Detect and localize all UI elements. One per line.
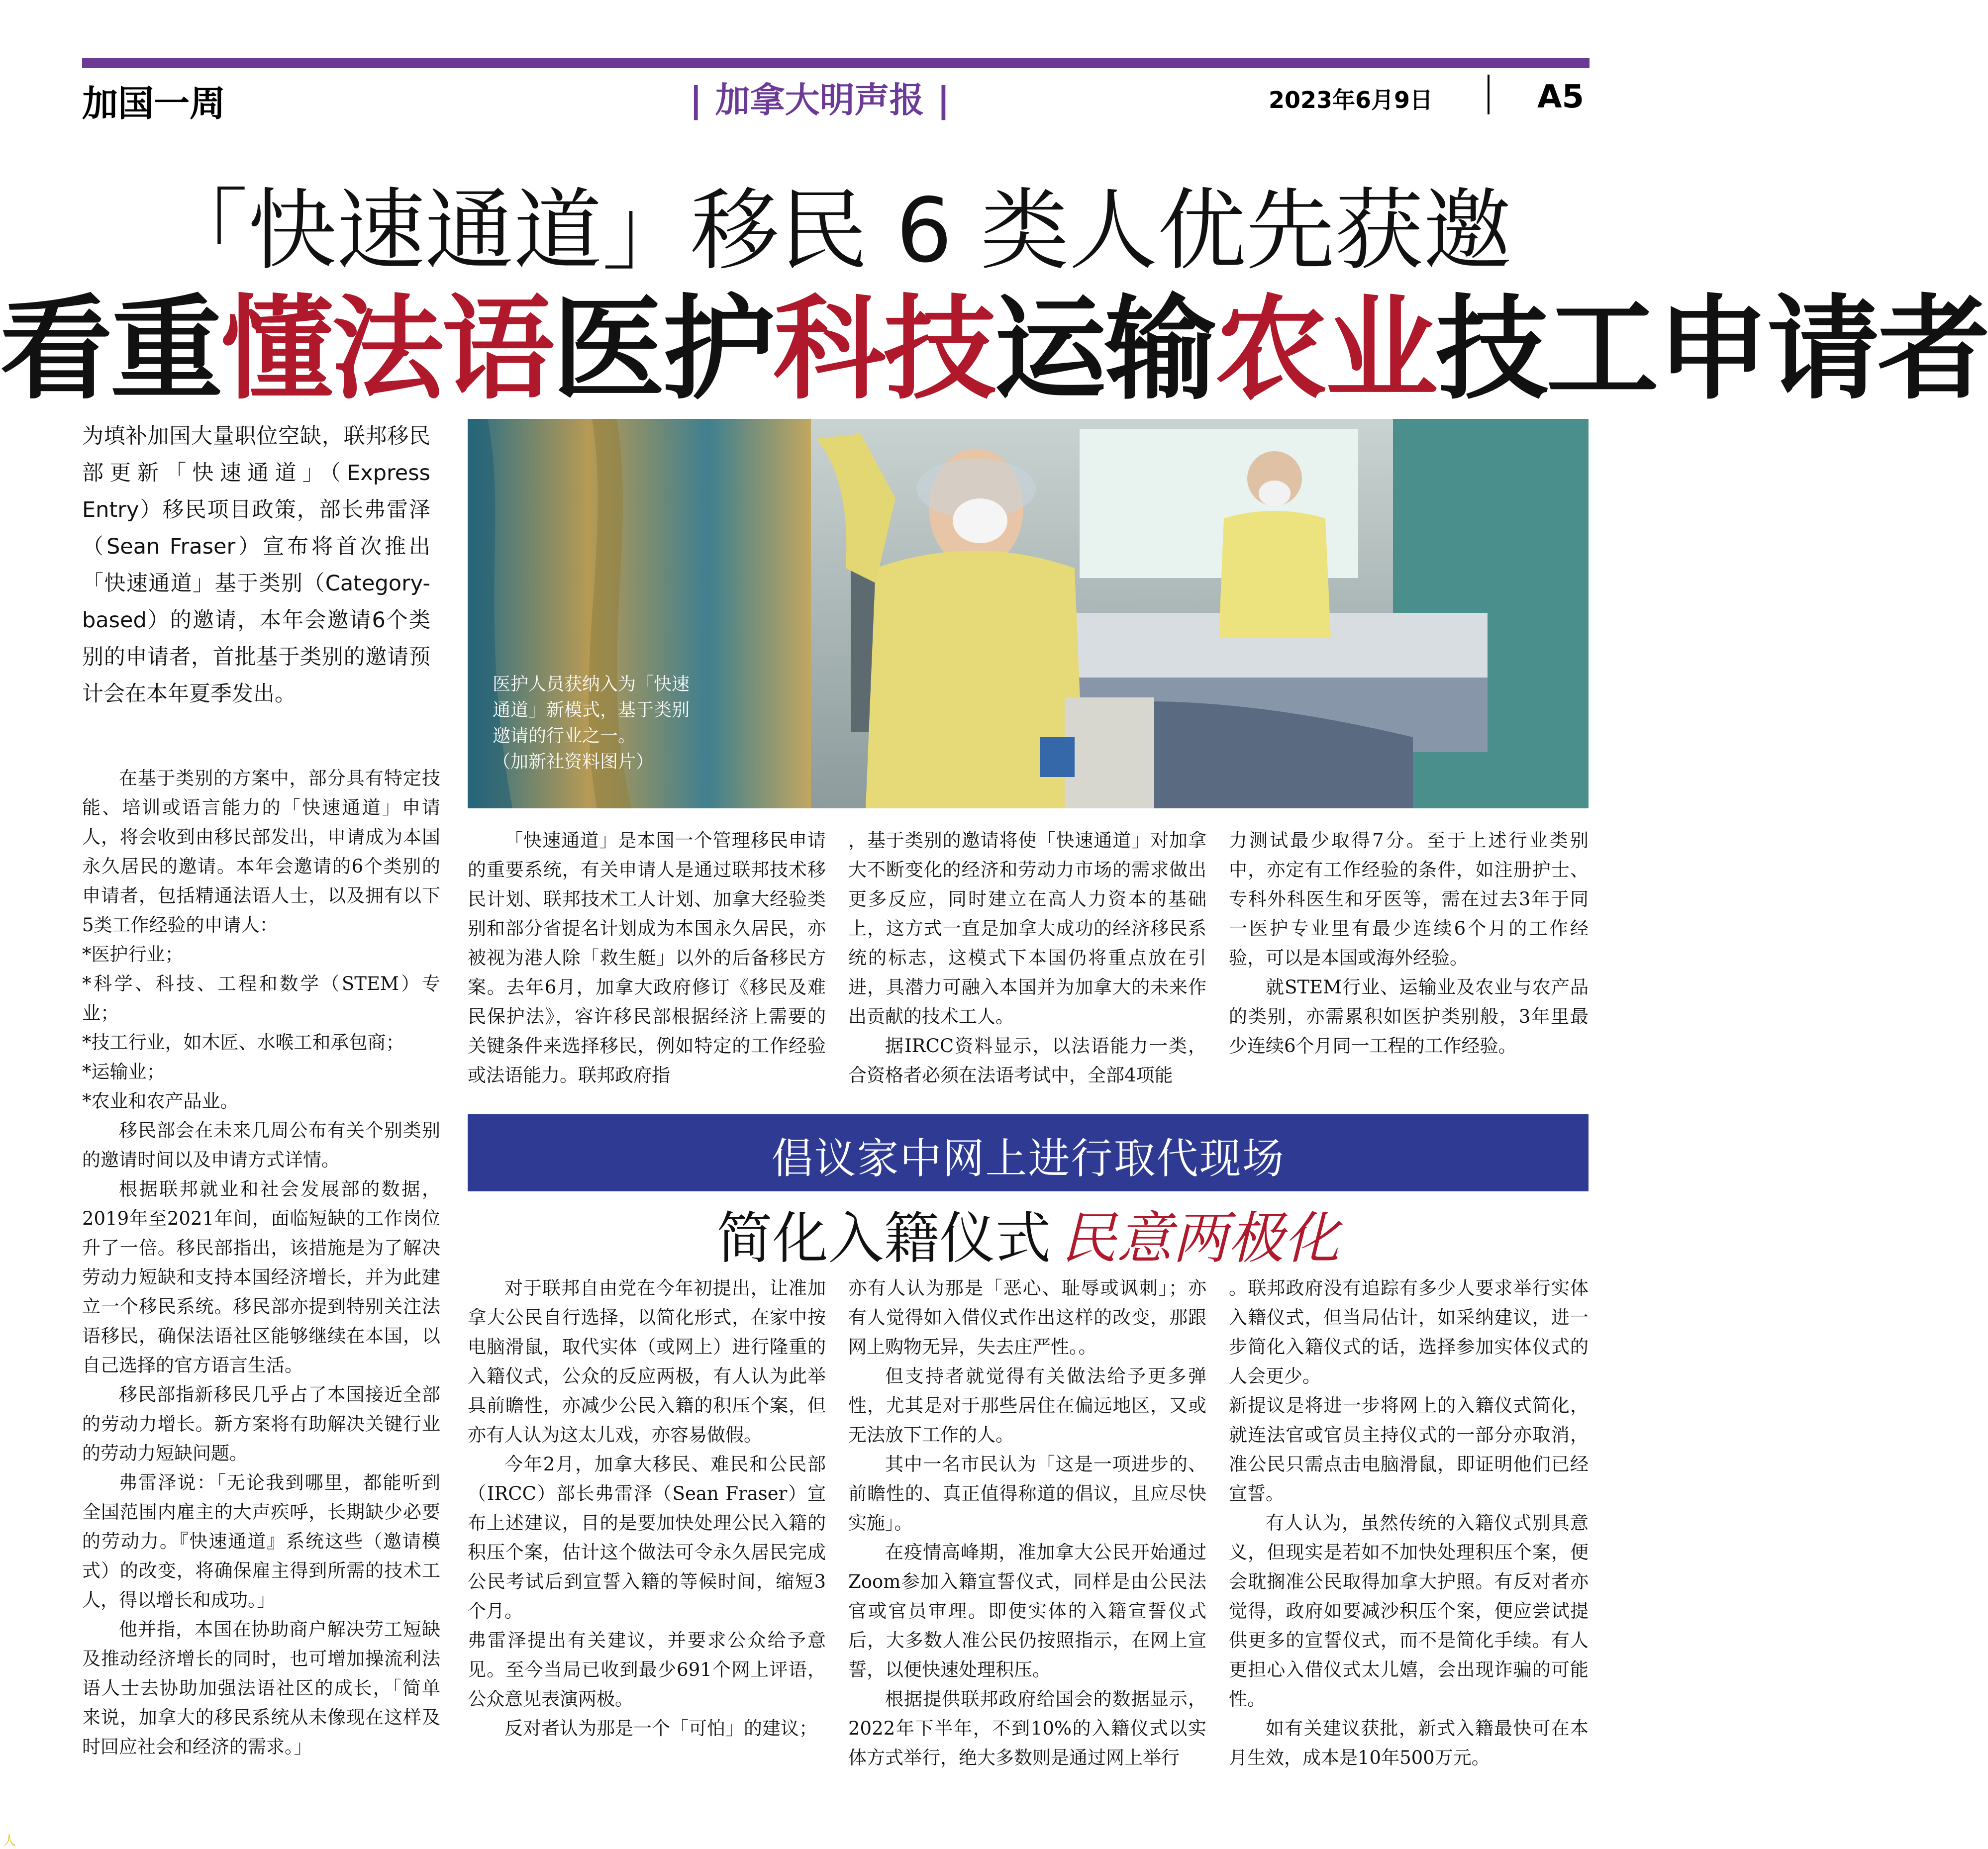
caption-line: （加新社资料图片） [493,752,654,772]
header-rule [82,58,1590,68]
list-item: *科学、科技、工程和数学（STEM）专业； [82,973,440,1024]
caption-line: 通道」新模式，基于类别 [493,700,690,720]
paragraph: 移民部指新移民几乎占了本国接近全部的劳动力增长。新方案将有助解决关键行业的劳动力短缺问题。 [82,1384,440,1464]
paragraph: 反对者认为那是一个「可怕」的建议； [504,1718,817,1739]
paragraph: 对于联邦自由党在今年初提出，让准加拿大公民自行选择，以简化形式，在家中按电脑滑鼠，取代实体（或网上）进行隆重的入籍仪式，公众的反应两极，有人认为此举具前瞻性，亦减少公民入籍的积压个案，但亦有人认为这太儿戏，亦容易做假。 [468,1277,826,1446]
headline2-part-red: 懂法语 [221,284,553,415]
paragraph: 在疫情高峰期，准加拿大公民开始通过Zoom参加入籍宣誓仪式，同样是由公民法官或官员审理。即使实体的入籍宣誓仪式后，大多数人准公民仍按照指示，在网上宣誓，以便快速处理积压。 [848,1542,1206,1680]
article1-column-3 [848,826,1206,1090]
section-name: 加国一周 [82,82,226,124]
banner-text: 倡议家中网上进行取代现场 [771,1134,1285,1183]
list-item: *运输业； [82,1061,165,1082]
list-item: *医护行业； [82,944,184,965]
list-item: *农业和农产品业。 [82,1090,239,1112]
article2-banner [468,1114,1589,1191]
paragraph: 有人认为，虽然传统的入籍仪式别具意义，但现实是若如不加快处理积压个案，便会耽搁准公民取得加拿大护照。有反对者亦觉得，政府如要减沙积压个案，便应尝试提供更多的宣誓仪式，而不是简化手续。有人更担心入借仪式太儿嬉，会出现诈骗的可能性。 [1229,1512,1589,1710]
paragraph: 就STEM行业、运输业及农业与农产品的类别，亦需累积如医护类别般，3年里最少连续6个月同一工程的工作经验。 [1229,976,1589,1057]
article1-column-1 [82,764,440,1761]
article2-headline [468,1194,1589,1274]
paragraph: 新提议是将进一步将网上的入籍仪式简化，就连法官或官员主持仪式的一部分亦取消，准公民只需点击电脑滑鼠，即证明他们已经宣誓。 [1229,1395,1589,1504]
masthead-prefix: 加拿大 [715,80,820,120]
issue-date: 2023年6月9日 [1269,87,1433,113]
paragraph: 力测试最少取得7分。至于上述行业类别中，亦定有工作经验的条件，如注册护士、专科外科医生和牙医等，需在过去3年于同一医护专业里有最少连续6个月的工作经验，可以是本国或海外经验。 [1229,830,1589,969]
headline-line1: 「快速通道」移民 6 类人优先获邀 [159,179,1512,282]
paragraph: 其中一名市民认为「这是一项进步的、前瞻性的、真正值得称道的倡议，且应尽快实施」。 [848,1454,1206,1534]
headline2-part-red: 科技 [773,284,994,415]
headline-line2 [0,259,1988,420]
corner-mark: 人 [3,1834,16,1849]
header-separator [1488,75,1490,114]
paragraph: 但支持者就觉得有关做法给予更多弹性，尤其是对于那些居住在偏远地区，又或无法放下工作的人。 [848,1365,1206,1446]
article2-column-1 [468,1273,826,1743]
paragraph: 移民部会在未来几周公布有关个别类别的邀请时间以及申请方式详情。 [82,1120,440,1170]
masthead-brand: 明声报 [819,80,924,120]
paragraph: 在基于类别的方案中，部分具有特定技能、培训或语言能力的「快速通道」申请人，将会收到由移民部发出，申请成为本国永久居民的邀请。本年会邀请的6个类别的申请者，包括精通法语人士，以及拥有以下5类工作经验的申请人： [82,768,440,936]
lead-paragraph: 为填补加国大量职位空缺，联邦移民部更新「快速通道」（Express Entry）移民项目政策，部长弗雷泽（Sean Fraser）宣布将首次推出「快速通道」基于类别（Category-based）的邀请，本年会邀请6个类别的申请者，首批基于类别的邀请预计会在本年夏季发出。 [82,424,430,706]
paragraph: 今年2月，加拿大移民、难民和公民部（IRCC）部长弗雷泽（Sean Fraser）宣布上述建议，目的是要加快处理公民入籍的积压个案，估计这个做法可令永久居民完成公民考试后到宣誓入籍的等候时间，缩短3个月。 [468,1454,826,1622]
caption-line: 医护人员获纳入为「快速 [493,674,690,694]
headline2-part: 医护 [552,284,774,415]
headline2-part: 运输 [994,284,1215,415]
paragraph: 弗雷泽提出有关建议，并要求公众给予意见。至今当局已收到最少691个网上评语，公众意见表演两极。 [468,1630,826,1710]
paragraph: 弗雷泽说：「无论我到哪里，都能听到全国范围内雇主的大声疾呼，长期缺少必要的劳动力。『快速通道』系统这些（邀请模式）的改变，将确保雇主得到所需的技术工人，得以增长和成功。」 [82,1472,440,1611]
paragraph: 亦有人认为那是「恶心、耻辱或讽刺」；亦有人觉得如入借仪式作出这样的改变，那跟网上购物无异，失去庄严性。。 [848,1277,1206,1358]
paragraph: 根据提供联邦政府给国会的数据显示，2022年下半年，不到10%的入籍仪式以实体方式举行，绝大多数则是通过网上举行 [848,1688,1206,1768]
article2-column-3 [1229,1273,1589,1772]
paragraph: 「快速通道」是本国一个管理移民申请的重要系统，有关申请人是通过联邦技术移民计划、联邦技术工人计划、加拿大经验类别和部分省提名计划成为本国永久居民，亦被视为港人除「救生艇」以外的后备移民方案。去年6月，加拿大政府修订《移民及难民保护法》，容许移民部根据经济上需要的关键条件来选择移民，例如特定的工作经验或法语能力。联邦政府指 [468,830,826,1086]
caption-line: 邀请的行业之一。 [493,726,636,746]
headline-black: 简化入籍仪式 [716,1206,1051,1271]
photo-caption [493,672,726,775]
paragraph: 如有关建议获批，新式入籍最快可在本月生效，成本是10年500万元。 [1229,1718,1589,1768]
masthead: | 加拿大明声报 | [690,80,950,120]
paragraph: ，基于类别的邀请将使「快速通道」对加拿大不断变化的经济和劳动力市场的需求做出更多反应，同时建立在高人力资本的基础上，这方式一直是加拿大成功的经济移民系统的标志，这模式下本国仍将重点放在引进，具潜力可融入本国并为加拿大的未来作出贡献的技术工人。 [848,830,1206,1027]
headline2-part-red: 农业 [1215,284,1436,415]
headline2-part: 看重 [0,284,221,415]
paragraph: 他并指，本国在协助商户解决劳工短缺及推动经济增长的同时，也可增加操流利法语人士去协助加强法语社区的成长，「简单来说，加拿大的移民系统从未像现在这样及时回应社会和经济的需求。」 [82,1619,440,1757]
paragraph: 根据联邦就业和社会发展部的数据，2019年至2021年间，面临短缺的工作岗位升了一倍。移民部指出，该措施是为了解决劳动力短缺和支持本国经济增长，并为此建立一个移民系统。移民部亦提到特别关注法语移民，确保法语社区能够继续在本国，以自己选择的官方语言生活。 [82,1178,440,1376]
article2-column-2 [848,1273,1206,1772]
article1-column-2 [468,826,826,1090]
list-item: *技工行业，如木匠、水喉工和承包商； [82,1032,404,1053]
page-number: A5 [1537,79,1585,115]
paragraph: 。联邦政府没有追踪有多少人要求举行实体入籍仪式，但当局估计，如采纳建议，进一步简化入籍仪式的话，选择参加实体仪式的人会更少。 [1229,1277,1589,1387]
headline-red: 民意两极化 [1061,1206,1340,1271]
article1-column-4 [1229,826,1589,1061]
paragraph: 据IRCC资料显示，以法语能力一类，合资格者必须在法语考试中，全部4项能 [848,1035,1206,1086]
headline2-part: 技工申请者 [1436,284,1988,415]
